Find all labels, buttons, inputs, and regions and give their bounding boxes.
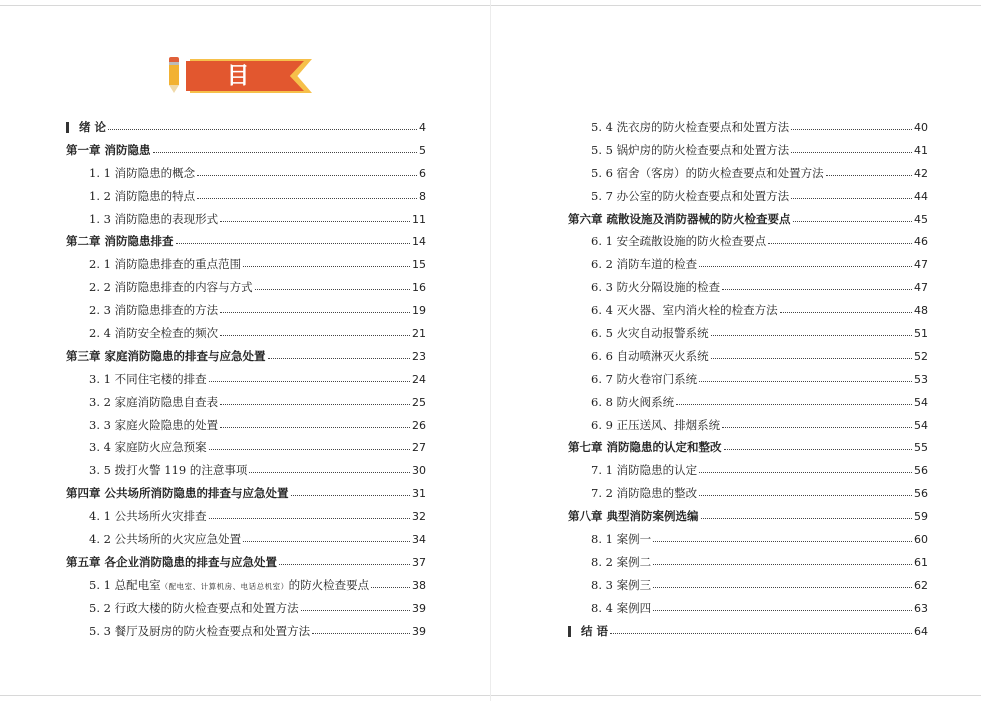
dot-leader xyxy=(243,266,410,267)
toc-entry-label: 2. 1 消防隐患排查的重点范围 xyxy=(89,257,242,272)
toc-section-entry[interactable] xyxy=(568,574,928,597)
toc-entry-label: 4. 2 公共场所的火灾应急处置 xyxy=(89,532,242,547)
dot-leader xyxy=(220,221,410,222)
toc-entry-label: 3. 3 家庭火险隐患的处置 xyxy=(89,417,219,432)
toc-entry-label: 6. 6 自动喷淋灭火系统 xyxy=(591,348,709,363)
toc-section-entry[interactable] xyxy=(568,276,928,299)
toc-page-number: 42 xyxy=(914,166,928,180)
entry-marker-bar xyxy=(66,122,69,133)
toc-entry-label: 6. 9 正压送风、排烟系统 xyxy=(591,417,721,432)
toc-page-number: 40 xyxy=(914,121,928,134)
toc-entry-label: 绪 论 xyxy=(79,120,107,134)
dot-leader xyxy=(243,541,410,542)
toc-entry-label: 第六章 疏散设施及消防器械的防火检查要点 xyxy=(568,211,791,226)
toc-page-number: 39 xyxy=(412,624,426,638)
toc-page-number: 19 xyxy=(412,304,426,318)
toc-page-number: 52 xyxy=(914,349,928,363)
dot-leader xyxy=(209,449,410,450)
toc-page-number: 63 xyxy=(914,601,928,615)
dot-leader xyxy=(610,633,912,634)
toc-section-entry[interactable] xyxy=(568,322,928,345)
toc-page-number: 54 xyxy=(914,395,928,409)
dot-leader xyxy=(793,221,912,222)
toc-entry-label: 4. 1 公共场所火灾排查 xyxy=(89,509,207,524)
dot-leader xyxy=(791,198,912,199)
toc-section-entry[interactable] xyxy=(66,391,426,414)
dot-leader xyxy=(291,495,410,496)
toc-section-entry[interactable] xyxy=(568,162,928,185)
dot-leader xyxy=(268,358,410,359)
toc-page-number: 21 xyxy=(412,327,426,341)
dot-leader xyxy=(791,129,912,130)
toc-section-entry[interactable] xyxy=(66,505,426,528)
toc-entry-label: 1. 1 消防隐患的概念 xyxy=(89,165,196,180)
toc-entry-label: 8. 4 案例四 xyxy=(591,600,652,615)
toc-section-entry[interactable] xyxy=(66,208,426,231)
toc-section-entry[interactable] xyxy=(568,414,928,437)
toc-page-number: 56 xyxy=(914,487,928,501)
toc-chapter-entry[interactable] xyxy=(66,139,426,162)
dot-leader xyxy=(722,427,912,428)
toc-section-entry[interactable] xyxy=(66,459,426,482)
dot-leader xyxy=(653,541,912,542)
dot-leader xyxy=(153,152,417,153)
pencil-icon xyxy=(168,57,180,93)
toc-section-entry[interactable] xyxy=(66,322,426,345)
toc-chapter-entry[interactable] xyxy=(66,551,426,574)
toc-page-number: 32 xyxy=(412,510,426,524)
toc-entry-label: 2. 3 消防隐患排查的方法 xyxy=(89,303,219,318)
toc-entry-label: 5. 6 宿舍（客房）的防火检查要点和处置方法 xyxy=(591,165,824,180)
toc-entry-label: 5. 1 总配电室（配电室、计算机房、电话总机室）的防火检查要点 xyxy=(89,577,370,592)
toc-entry-label: 7. 2 消防隐患的整改 xyxy=(591,486,698,501)
page-spine xyxy=(490,0,491,701)
toc-section-entry[interactable] xyxy=(568,139,928,162)
toc-intro-entry[interactable] xyxy=(66,116,426,139)
toc-page-number: 26 xyxy=(412,418,426,432)
toc-entry-label: 6. 7 防火卷帘门系统 xyxy=(591,371,698,386)
toc-page-number: 11 xyxy=(412,212,426,226)
toc-entry-label: 5. 3 餐厅及厨房的防火检查要点和处置方法 xyxy=(89,623,311,638)
toc-entry-label: 第五章 各企业消防隐患的排查与应急处置 xyxy=(66,554,278,569)
toc-page-number: 60 xyxy=(914,533,928,547)
toc-entry-label: 5. 5 锅炉房的防火检查要点和处置方法 xyxy=(591,142,790,157)
toc-section-entry[interactable] xyxy=(66,299,426,322)
toc-section-entry[interactable] xyxy=(66,574,426,597)
dot-leader xyxy=(279,564,410,565)
toc-page-number: 45 xyxy=(914,212,928,226)
dot-leader xyxy=(176,243,410,244)
toc-entry-label: 6. 5 火灾自动报警系统 xyxy=(591,326,709,341)
toc-entry-label: 结 语 xyxy=(581,623,609,638)
dot-leader xyxy=(780,312,912,313)
toc-page-number: 8 xyxy=(419,189,426,203)
dot-leader xyxy=(653,610,912,611)
toc-page-number: 44 xyxy=(914,189,928,203)
toc-page-number: 46 xyxy=(914,235,928,249)
dot-leader xyxy=(220,427,410,428)
entry-marker-bar xyxy=(568,626,571,637)
toc-page-number: 59 xyxy=(914,510,928,524)
toc-section-entry[interactable] xyxy=(66,253,426,276)
toc-entry-label: 1. 2 消防隐患的特点 xyxy=(89,188,196,203)
toc-entry-label: 第二章 消防隐患排查 xyxy=(66,234,174,249)
toc-entry-label: 6. 4 灭火器、室内消火栓的检查方法 xyxy=(591,303,778,318)
dot-leader xyxy=(826,175,912,176)
toc-chapter-entry[interactable] xyxy=(66,345,426,368)
toc-section-entry[interactable] xyxy=(66,276,426,299)
toc-entry-label: 6. 3 防火分隔设施的检查 xyxy=(591,280,721,295)
toc-entry-label: 8. 1 案例一 xyxy=(591,532,652,547)
dot-leader xyxy=(312,633,410,634)
toc-entry-label: 1. 3 消防隐患的表现形式 xyxy=(89,211,219,226)
dot-leader xyxy=(371,587,410,588)
toc-section-entry[interactable] xyxy=(568,597,928,620)
toc-chapter-entry[interactable] xyxy=(568,436,928,459)
toc-entry-label: 3. 1 不同住宅楼的排查 xyxy=(89,371,207,386)
toc-page-number: 31 xyxy=(412,487,426,501)
toc-entry-label: 5. 2 行政大楼的防火检查要点和处置方法 xyxy=(89,600,299,615)
toc-page-number: 47 xyxy=(914,281,928,295)
dot-leader xyxy=(724,449,912,450)
dot-leader xyxy=(255,289,410,290)
toc-section-entry[interactable] xyxy=(568,459,928,482)
toc-page-number: 38 xyxy=(412,578,426,592)
toc-entry-label: 6. 1 安全疏散设施的防火检查要点 xyxy=(591,234,767,249)
toc-entry-label: 第四章 公共场所消防隐患的排查与应急处置 xyxy=(66,486,289,501)
dot-leader xyxy=(197,198,417,199)
toc-left-column xyxy=(66,116,426,642)
toc-page-number: 64 xyxy=(914,624,928,638)
toc-section-entry[interactable] xyxy=(568,482,928,505)
toc-page-number: 48 xyxy=(914,304,928,318)
toc-entry-label: 第八章 典型消防案例选编 xyxy=(568,509,699,524)
dot-leader xyxy=(301,610,410,611)
toc-entry-label: 2. 2 消防隐患排查的内容与方式 xyxy=(89,280,253,295)
toc-section-entry[interactable] xyxy=(66,436,426,459)
dot-leader xyxy=(653,564,912,565)
toc-section-entry[interactable] xyxy=(568,391,928,414)
toc-section-entry[interactable] xyxy=(66,414,426,437)
toc-page-number: 6 xyxy=(419,166,426,180)
toc-page-number: 15 xyxy=(412,258,426,272)
dot-leader xyxy=(711,335,912,336)
toc-entry-label: 6. 2 消防车道的检查 xyxy=(591,257,698,272)
toc-page-number: 30 xyxy=(412,464,426,478)
toc-page-number: 34 xyxy=(412,533,426,547)
dot-leader xyxy=(699,495,912,496)
toc-page-number: 24 xyxy=(412,372,426,386)
dot-leader xyxy=(197,175,417,176)
toc-section-entry[interactable] xyxy=(568,253,928,276)
dot-leader xyxy=(220,335,410,336)
toc-section-entry[interactable] xyxy=(66,185,426,208)
toc-page-number: 4 xyxy=(419,121,426,134)
toc-intro-entry[interactable] xyxy=(568,620,928,643)
toc-page-number: 5 xyxy=(419,143,426,157)
dot-leader xyxy=(699,266,912,267)
toc-page-number: 61 xyxy=(914,555,928,569)
dot-leader xyxy=(711,358,912,359)
toc-entry-label: 2. 4 消防安全检查的频次 xyxy=(89,326,219,341)
toc-title-banner xyxy=(168,57,318,119)
toc-entry-label: 第三章 家庭消防隐患的排查与应急处置 xyxy=(66,348,266,363)
dot-leader xyxy=(653,587,912,588)
toc-entry-label: 8. 2 案例二 xyxy=(591,554,652,569)
toc-section-entry[interactable] xyxy=(66,368,426,391)
toc-page-number: 25 xyxy=(412,395,426,409)
toc-entry-label: 3. 2 家庭消防隐患自查表 xyxy=(89,394,219,409)
toc-entry-label: 第一章 消防隐患 xyxy=(66,142,151,157)
toc-entry-label: 5. 7 办公室的防火检查要点和处置方法 xyxy=(591,188,790,203)
toc-section-entry[interactable] xyxy=(66,162,426,185)
toc-section-entry[interactable] xyxy=(568,368,928,391)
toc-section-entry[interactable] xyxy=(568,299,928,322)
toc-page-number: 56 xyxy=(914,464,928,478)
toc-page-number: 55 xyxy=(914,441,928,455)
toc-page-number: 53 xyxy=(914,372,928,386)
toc-entry-label: 3. 5 拨打火警 119 的注意事项 xyxy=(89,463,248,478)
toc-page-number: 14 xyxy=(412,235,426,249)
dot-leader xyxy=(699,381,912,382)
toc-entry-label: 第七章 消防隐患的认定和整改 xyxy=(568,440,722,455)
toc-section-entry[interactable] xyxy=(568,345,928,368)
toc-entry-label: 8. 3 案例三 xyxy=(591,577,652,592)
toc-page-number: 27 xyxy=(412,441,426,455)
toc-page-number: 16 xyxy=(412,281,426,295)
toc-chapter-entry[interactable] xyxy=(568,505,928,528)
toc-section-entry[interactable] xyxy=(568,551,928,574)
toc-page-number: 41 xyxy=(914,143,928,157)
toc-entry-label: 5. 4 洗衣房的防火检查要点和处置方法 xyxy=(591,120,790,134)
toc-section-entry[interactable] xyxy=(568,528,928,551)
dot-leader xyxy=(249,472,410,473)
dot-leader xyxy=(209,381,410,382)
dot-leader xyxy=(722,289,912,290)
toc-section-entry[interactable] xyxy=(568,185,928,208)
toc-page-number: 39 xyxy=(412,601,426,615)
toc-chapter-entry[interactable] xyxy=(66,482,426,505)
dot-leader xyxy=(108,129,417,130)
dot-leader xyxy=(220,404,410,405)
toc-page-number: 23 xyxy=(412,349,426,363)
toc-page-number: 54 xyxy=(914,418,928,432)
toc-title: 目 录 xyxy=(217,63,268,119)
dot-leader xyxy=(220,312,410,313)
toc-section-entry[interactable] xyxy=(66,528,426,551)
toc-section-entry[interactable] xyxy=(66,597,426,620)
dot-leader xyxy=(676,404,912,405)
toc-right-column xyxy=(568,116,928,642)
dot-leader xyxy=(209,518,410,519)
dot-leader xyxy=(791,152,912,153)
toc-entry-label: 7. 1 消防隐患的认定 xyxy=(591,463,698,478)
toc-page-number: 51 xyxy=(914,327,928,341)
dot-leader xyxy=(701,518,912,519)
toc-page-number: 37 xyxy=(412,555,426,569)
dot-leader xyxy=(768,243,912,244)
dot-leader xyxy=(699,472,912,473)
toc-page-number: 47 xyxy=(914,258,928,272)
toc-chapter-entry[interactable] xyxy=(568,208,928,231)
toc-section-entry[interactable] xyxy=(568,230,928,253)
toc-chapter-entry[interactable] xyxy=(66,230,426,253)
toc-page-number: 62 xyxy=(914,578,928,592)
toc-entry-label: 3. 4 家庭防火应急预案 xyxy=(89,440,207,455)
toc-entry-label: 6. 8 防火阀系统 xyxy=(591,394,675,409)
toc-section-entry[interactable] xyxy=(66,620,426,643)
toc-section-entry[interactable] xyxy=(568,116,928,139)
